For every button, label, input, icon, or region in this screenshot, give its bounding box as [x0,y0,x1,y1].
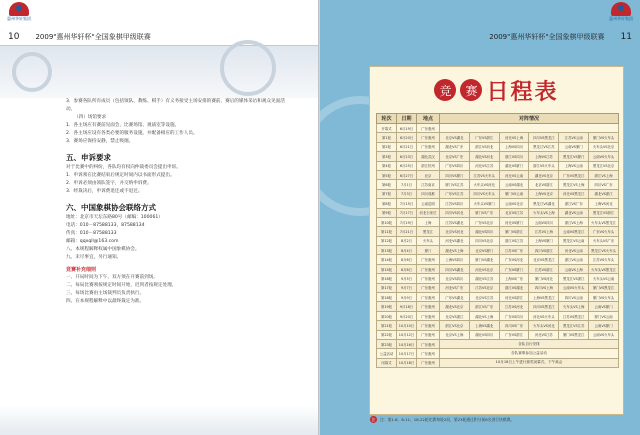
table-cell: 四川VS上海 [529,283,559,292]
page-number: 10 [8,31,20,42]
table-row [377,142,619,151]
table-row [377,358,619,367]
table-cell: 各队赛事参加公益活动 [440,349,619,358]
table-cell: 第22轮 [377,330,397,339]
table-cell: 湖北VS广东 [440,142,470,151]
table-cell: 四川VS广东 [589,180,619,189]
table-cell: 上海VS广东 [499,274,529,283]
table-cell: 北京 [417,170,440,179]
table-cell: 四川VS火车头 [469,189,499,198]
table-cell: 浙江VS湖北 [499,283,529,292]
table-cell: 上海VS四川 [499,142,529,151]
table-cell: 北京VS河北 [440,227,470,236]
table-cell: 8月2日 [397,236,417,245]
table-cell: 河北VS江苏 [469,161,499,170]
table-cell: 四川VS浙江 [529,246,559,255]
chess-piece-icon [220,40,276,96]
logo-mark-icon [9,2,29,16]
table-cell: 广东VS厦门 [499,264,529,273]
table-cell: 火车头VS北京 [589,142,619,151]
table-cell: 6月21日 [397,142,417,151]
table-cell: 闭幕式 [377,358,397,367]
table-cell: 广东惠州 [417,264,440,273]
table-cell: 厦门VS火车头 [589,133,619,142]
table-cell: 上海VS河北 [589,199,619,208]
bottom-decoration [0,405,320,435]
table-cell: 广东惠州 [417,311,440,320]
table-cell: 7月3日 [397,189,417,198]
table-cell: 广东VS河北 [499,255,529,264]
table-cell: 浙江VS河北 [469,142,499,151]
table-cell: 浙江VS上海 [589,170,619,179]
table-cell: 云南VS厦门 [559,142,589,151]
table-cell: 广东惠州 [417,349,440,358]
table-cell: 黑龙江VS江苏 [559,321,589,330]
table-cell: 湖北VS北京 [529,170,559,179]
supplement-heading: 竞赛补充细则 [66,267,97,273]
table-cell: 河北VS云南 [559,246,589,255]
table-cell: 北京VS广东 [440,152,470,161]
table-cell: 火车头VS上海 [559,302,589,311]
table-cell: 9月20日 [397,311,417,320]
column-header: 对阵情况 [440,114,619,124]
table-cell: 北京VS江苏 [469,293,499,302]
table-cell: 7月19日 [397,217,417,226]
contact-line: 传真：010－87588133 [66,231,117,236]
table-cell: 厦门VS江苏 [440,180,470,189]
contact-line: 八、本规程解释权属中国象棋协会。 [66,247,140,252]
paragraph: 3．参赛各队所有成员（包括领队、教练、棋手）有义务接受主场安排的赛前、赛后的媒体采访和观众见面活动。 [66,99,285,112]
note-marker-icon: 注 [371,416,376,422]
table-cell: 河北VS上海 [499,133,529,142]
table-cell: 6月23日 [397,152,417,161]
table-cell: 云南VS火车头 [559,283,589,292]
table-cell: 河北VS湖北 [440,236,470,245]
paragraph: 四、在本规程解释中以最终裁定为准。 [66,299,145,304]
table-cell: 上海VS厦门 [529,236,559,245]
table-cell: 江苏VS上海 [529,227,559,236]
table-row [377,170,619,179]
table-cell: 广东VS北京 [469,217,499,226]
table-cell: 江苏VS火车头 [469,170,499,179]
table-header-row [377,114,619,124]
contact-line: 九、未尽事宜，另行通知。 [66,255,122,260]
table-cell: 广东惠州 [417,302,440,311]
table-cell: 黑龙江VS北京 [589,161,619,170]
table-cell: 四川VS黑龙江 [529,133,559,142]
table-cell: 云南昆明 [417,199,440,208]
table-cell: 火车头VS厦门 [469,199,499,208]
table-cell: 广东VS浙江 [499,330,529,339]
table-cell: 北京VS四川 [440,274,470,283]
table-cell: 北京VS浙江 [440,311,470,320]
table-row [377,274,619,283]
table-cell: 8月8日 [397,264,417,273]
contact-line: 邮箱：qqxqll@163.com [66,239,119,244]
paragraph: （四）场馆要求 [74,115,107,120]
table-row [377,293,619,302]
paragraph: 1．申诉须在比赛结束后规定时间内以书面形式提出。 [66,173,175,178]
table-cell: 黑龙江VS火车头 [589,246,619,255]
table-cell: 厦门VS黑龙江 [559,330,589,339]
table-cell: 广东惠州 [417,274,440,283]
table-cell: 江苏VS湖北 [440,217,470,226]
table-cell: 火车头VS黑龙江 [589,264,619,273]
table-row [377,283,619,292]
table-cell: 上海VS江苏 [529,152,559,161]
table-cell: 9月9日 [397,293,417,302]
table-cell: 湖北VS江苏 [469,274,499,283]
table-cell: 厦门VS火车头 [589,293,619,302]
table-cell: 9月18日 [397,302,417,311]
table-cell: 广东VS四川 [499,311,529,320]
table-cell: 黑龙江VS湖北 [529,199,559,208]
table-cell: 河北VS云南 [499,170,529,179]
table-cell: 云南VS湖北 [499,180,529,189]
table-cell: 黑龙江VS浙江 [559,274,589,283]
table-cell: 火车头VS上海 [529,208,559,217]
title-big-text: 日程表 [486,78,559,105]
table-cell: 上海 [417,217,440,226]
left-header [0,28,320,46]
table-cell: 上海VS黑龙江 [529,293,559,302]
table-cell: 广东VS湖北 [440,293,470,302]
table-cell: 云南VS火车头 [589,330,619,339]
table-cell: 河北VS北京 [469,264,499,273]
paragraph: 三、每场比赛由主场裁判员负责执行。 [66,291,145,296]
table-cell: 湖北武汉 [417,152,440,161]
table-cell: 湖北VS北京 [440,302,470,311]
table-cell: 上海VS湖北 [469,321,499,330]
table-cell: 第2轮 [377,142,397,151]
paragraph: 3．经裁决后，申诉费退还或不退还。 [66,189,143,194]
table-cell: 广东惠州 [417,358,440,367]
table-cell: 7月1日 [397,180,417,189]
title-circle: 竞 [434,79,456,101]
table-cell: 河北VS浙江 [499,293,529,302]
table-cell: 10月12日 [397,330,417,339]
table-cell: 广东惠州 [417,133,440,142]
table-cell: 第19轮 [377,302,397,311]
header-title: 2009"惠州华轩杯"全国象棋甲级联赛 [35,32,151,41]
table-cell: 火车头VS黑龙江 [589,217,619,226]
table-cell: 河北VS广东 [440,283,470,292]
table-cell: 火车头VS河北 [529,321,559,330]
table-cell: 四川VS北京 [469,236,499,245]
table-row [377,199,619,208]
column-header: 轮次 [377,114,397,124]
table-row [377,161,619,170]
logo-text: 惠州华轩集团 [7,16,31,21]
page-number: 11 [620,32,632,42]
table-cell: 9月7日 [397,283,417,292]
table-row [377,339,619,348]
table-cell: 10月18日上午进行颁奖闭幕式，下午离会 [440,358,619,367]
table-cell: 广东惠州 [417,124,440,133]
table-cell: 云南VS厦门 [589,321,619,330]
table-cell: 厦门VS广东 [469,208,499,217]
table-cell: 第6轮 [377,180,397,189]
table-cell: 江苏VS浙江 [529,264,559,273]
table-cell: 第14轮 [377,255,397,264]
table-cell: 湖北VS河北 [469,152,499,161]
table-cell: 河北VS黑龙江 [559,189,589,198]
table-cell: 厦门VS黑龙江 [589,283,619,292]
footnote [370,416,600,423]
paragraph: 一、开局时间为下午，双方须在开赛前到场。 [66,275,158,280]
table-cell: 第7轮 [377,189,397,198]
table-cell: 广东VS四川 [440,161,470,170]
table-cell: 火车头VS河北 [469,180,499,189]
table-cell: 黑龙江VS浙江 [589,208,619,217]
schedule-title [370,67,623,113]
table-cell: 7月15日 [397,199,417,208]
table-cell: 6月25日 [397,161,417,170]
table-row [377,180,619,189]
table-cell: 厦门VS云南 [589,311,619,320]
table-cell: 江苏VS火车头 [589,255,619,264]
table-cell: 河北VS江苏 [529,330,559,339]
table-cell: 北京VS江苏 [499,208,529,217]
contact-line: 地址：北京市天坛东路80号（邮编：100061） [66,215,163,220]
table-cell: 厦门 [417,246,440,255]
table-cell: 6月19日 [397,124,417,133]
table-cell: 北京VS黑龙江 [529,255,559,264]
table-cell: 湖北VS四川 [469,227,499,236]
table-cell: 第5轮 [377,170,397,179]
table-cell: 广东惠州 [417,283,440,292]
table-cell: 第3轮 [377,152,397,161]
table-cell: 广东惠州 [417,339,440,348]
table-cell: 江苏南京 [417,180,440,189]
table-cell: 广东VS江苏 [440,189,470,198]
table-cell: 四川VS云南 [559,293,589,302]
schedule-table [376,113,619,368]
table-cell: 10月17日 [397,349,417,358]
table-cell: 河北石家庄 [417,208,440,217]
paragraph: 3．赛场应保持安静，禁止吸烟。 [66,139,134,144]
table-cell: 浙江VS火车头 [529,161,559,170]
table-cell: 第13轮 [377,246,397,255]
table-cell: 黑龙江VS厦门 [559,152,589,161]
table-row [377,124,619,133]
schedule-card [369,66,624,415]
table-cell: 厦门VS湖北 [469,255,499,264]
table-cell: 黑龙江VS上海 [559,180,589,189]
table-row [377,152,619,161]
table-cell: 浙江杭州 [417,161,440,170]
table-cell: 火车头 [417,236,440,245]
table-cell: 四川VS广东 [499,321,529,330]
table-cell: 第17轮 [377,283,397,292]
schedule-body [377,124,619,368]
table-cell: 湖北VS厦门 [499,161,529,170]
paragraph: 对于比赛中的纠纷，各队均有权向仲裁委员会提出申诉。 [66,165,181,170]
table-cell: 7月21日 [397,227,417,236]
column-header: 日期 [397,114,417,124]
table-cell: 第23轮 [377,339,397,348]
right-page [320,0,640,435]
table-row [377,208,619,217]
table-cell: 河北VS火车头 [529,311,559,320]
table-cell: 10月10日 [397,321,417,330]
left-logo [6,2,32,26]
table-cell: 云南VS黑龙江 [559,227,589,236]
table-cell: 四川VS黑龙江 [529,302,559,311]
table-cell: 广东惠州 [417,142,440,151]
table-cell: 6月20日 [397,133,417,142]
table-cell: 广东VS浙江 [469,133,499,142]
table-cell: 上海VS云南 [559,161,589,170]
table-cell: 黑龙江 [417,227,440,236]
section-heading: 五、申诉要求 [66,153,111,162]
table-cell: 浙江VS北京 [440,321,470,330]
table-cell: 云南VS火车头 [589,152,619,161]
table-cell: 上海VS北京 [529,189,559,198]
table-cell: 10月18日 [397,358,417,367]
table-cell: 第12轮 [377,236,397,245]
table-row [377,236,619,245]
right-logo [608,2,634,26]
table-cell: 公益活动 [377,349,397,358]
table-cell: 广东惠州 [417,321,440,330]
table-cell: 第10轮 [377,217,397,226]
table-cell: 黑龙江VS云南 [559,236,589,245]
chess-piece-banner [0,46,320,98]
table-cell: 浙江VS云南 [559,255,589,264]
table-cell: 厦门VS浙江 [499,227,529,236]
table-cell: 北京VS浙江 [529,180,559,189]
contact-line: 电话：010－87588133，87588134 [66,223,145,228]
table-cell: 江苏VS北京 [469,283,499,292]
table-cell: 8月4日 [397,246,417,255]
table-cell: 第21轮 [377,321,397,330]
table-cell: 第11轮 [377,227,397,236]
table-cell: 云南VS北京 [499,199,529,208]
section-heading: 六、中国象棋协会联络方式 [66,203,156,212]
table-cell: 广东惠州 [417,330,440,339]
title-circle: 赛 [460,79,482,101]
table-cell: 厦门VS云南 [499,189,529,198]
header-title: 2009"惠州华轩杯"全国象棋甲级联赛 [489,33,605,41]
table-cell: 9月5日 [397,274,417,283]
table-cell: 火车头VS广东 [589,236,619,245]
table-cell: 广东VS火车头 [589,227,619,236]
table-row [377,264,619,273]
table-cell: 江苏VS黑龙江 [559,311,589,320]
logo-mark-icon [611,2,631,16]
table-cell: 云南VS上海 [559,264,589,273]
table-cell: 江苏VS广东 [499,246,529,255]
table-cell: 江苏VS河北 [499,302,529,311]
table-cell: 第9轮 [377,208,397,217]
table-cell: 厦门VS河北 [529,274,559,283]
column-header: 地点 [417,114,440,124]
table-cell: 广东惠州 [417,293,440,302]
table-cell: 第18轮 [377,293,397,302]
table-cell: 北京VS上海 [440,330,470,339]
table-cell: 第4轮 [377,161,397,170]
table-cell: 火车头VS云南 [589,274,619,283]
table-cell: 云南VS厦门 [589,302,619,311]
table-cell: 7月17日 [397,208,417,217]
table-row [377,255,619,264]
table-cell: 云南VS四川 [529,217,559,226]
table-row [377,227,619,236]
table-row [377,311,619,320]
table-cell: 开幕式 [377,124,397,133]
table-row [377,302,619,311]
table-row [377,330,619,339]
table-cell: 第1轮 [377,133,397,142]
table-cell: 浙江VS四川 [499,152,529,161]
paragraph: 1．各主场应有赛前见面会、比赛场馆、观战室等设施。 [66,123,180,128]
table-cell: 四川成都 [417,189,440,198]
regulation-text [66,98,292,306]
table-cell: 河北VS厦门 [499,217,529,226]
table-row [377,133,619,142]
table-row [377,349,619,358]
table-cell: 广东VS黑龙江 [559,170,589,179]
table-cell: 10月16日 [397,339,417,348]
paragraph: 二、每局比赛须按规定时间开始，迟到者按规定处理。 [66,283,177,288]
table-cell: 湖北VS上海 [469,311,499,320]
table-cell: 浙江VS广东 [559,199,589,208]
table-cell: 四川VS湖北 [440,264,470,273]
table-row [377,246,619,255]
table-cell: 湖北VS上海 [440,246,470,255]
chess-piece-icon [12,52,52,92]
table-cell: 四川VS河北 [440,208,470,217]
right-header [320,28,640,46]
table-cell [440,124,619,133]
table-cell: 第20轮 [377,311,397,320]
table-cell: 第8轮 [377,199,397,208]
table-cell: 四川VS厦门 [440,170,470,179]
table-cell: 北京VS湖北 [440,133,470,142]
table-cell: 湖北VS云南 [559,208,589,217]
table-row [377,321,619,330]
table-cell: 浙江VS江苏 [499,236,529,245]
table-cell: 第16轮 [377,274,397,283]
table-cell: 北京VS厦门 [469,246,499,255]
paragraph: 2．申诉必须由领队签字，并交纳申诉费。 [66,181,152,186]
table-cell: 湖北VS浙江 [589,189,619,198]
table-row [377,189,619,198]
table-cell: 浙江VS上海 [559,217,589,226]
table-cell: 湖北VS四川 [469,330,499,339]
table-cell: 各队自行安排 [440,339,619,348]
table-cell: 上海VS四川 [440,255,470,264]
footnote-text: 注：第1-6、8-11、18-22轮比赛每轮2局，第23轮通过积分前8名进行快棋赛。 [380,416,515,422]
table-cell: 黑龙江VS江苏 [529,142,559,151]
table-cell: 广东惠州 [417,255,440,264]
table-cell: 江苏VS四川 [440,199,470,208]
table-cell: 6月27日 [397,170,417,179]
paragraph: 2．各主场应设有各类必要的服务设施，并配备相应的工作人员。 [66,131,198,136]
table-cell: 第15轮 [377,264,397,273]
table-row [377,217,619,226]
table-cell: 江苏VS云南 [559,133,589,142]
table-cell: 8月6日 [397,255,417,264]
logo-text: 惠州华轩集团 [609,16,633,21]
table-cell: 浙江VS广东 [469,302,499,311]
